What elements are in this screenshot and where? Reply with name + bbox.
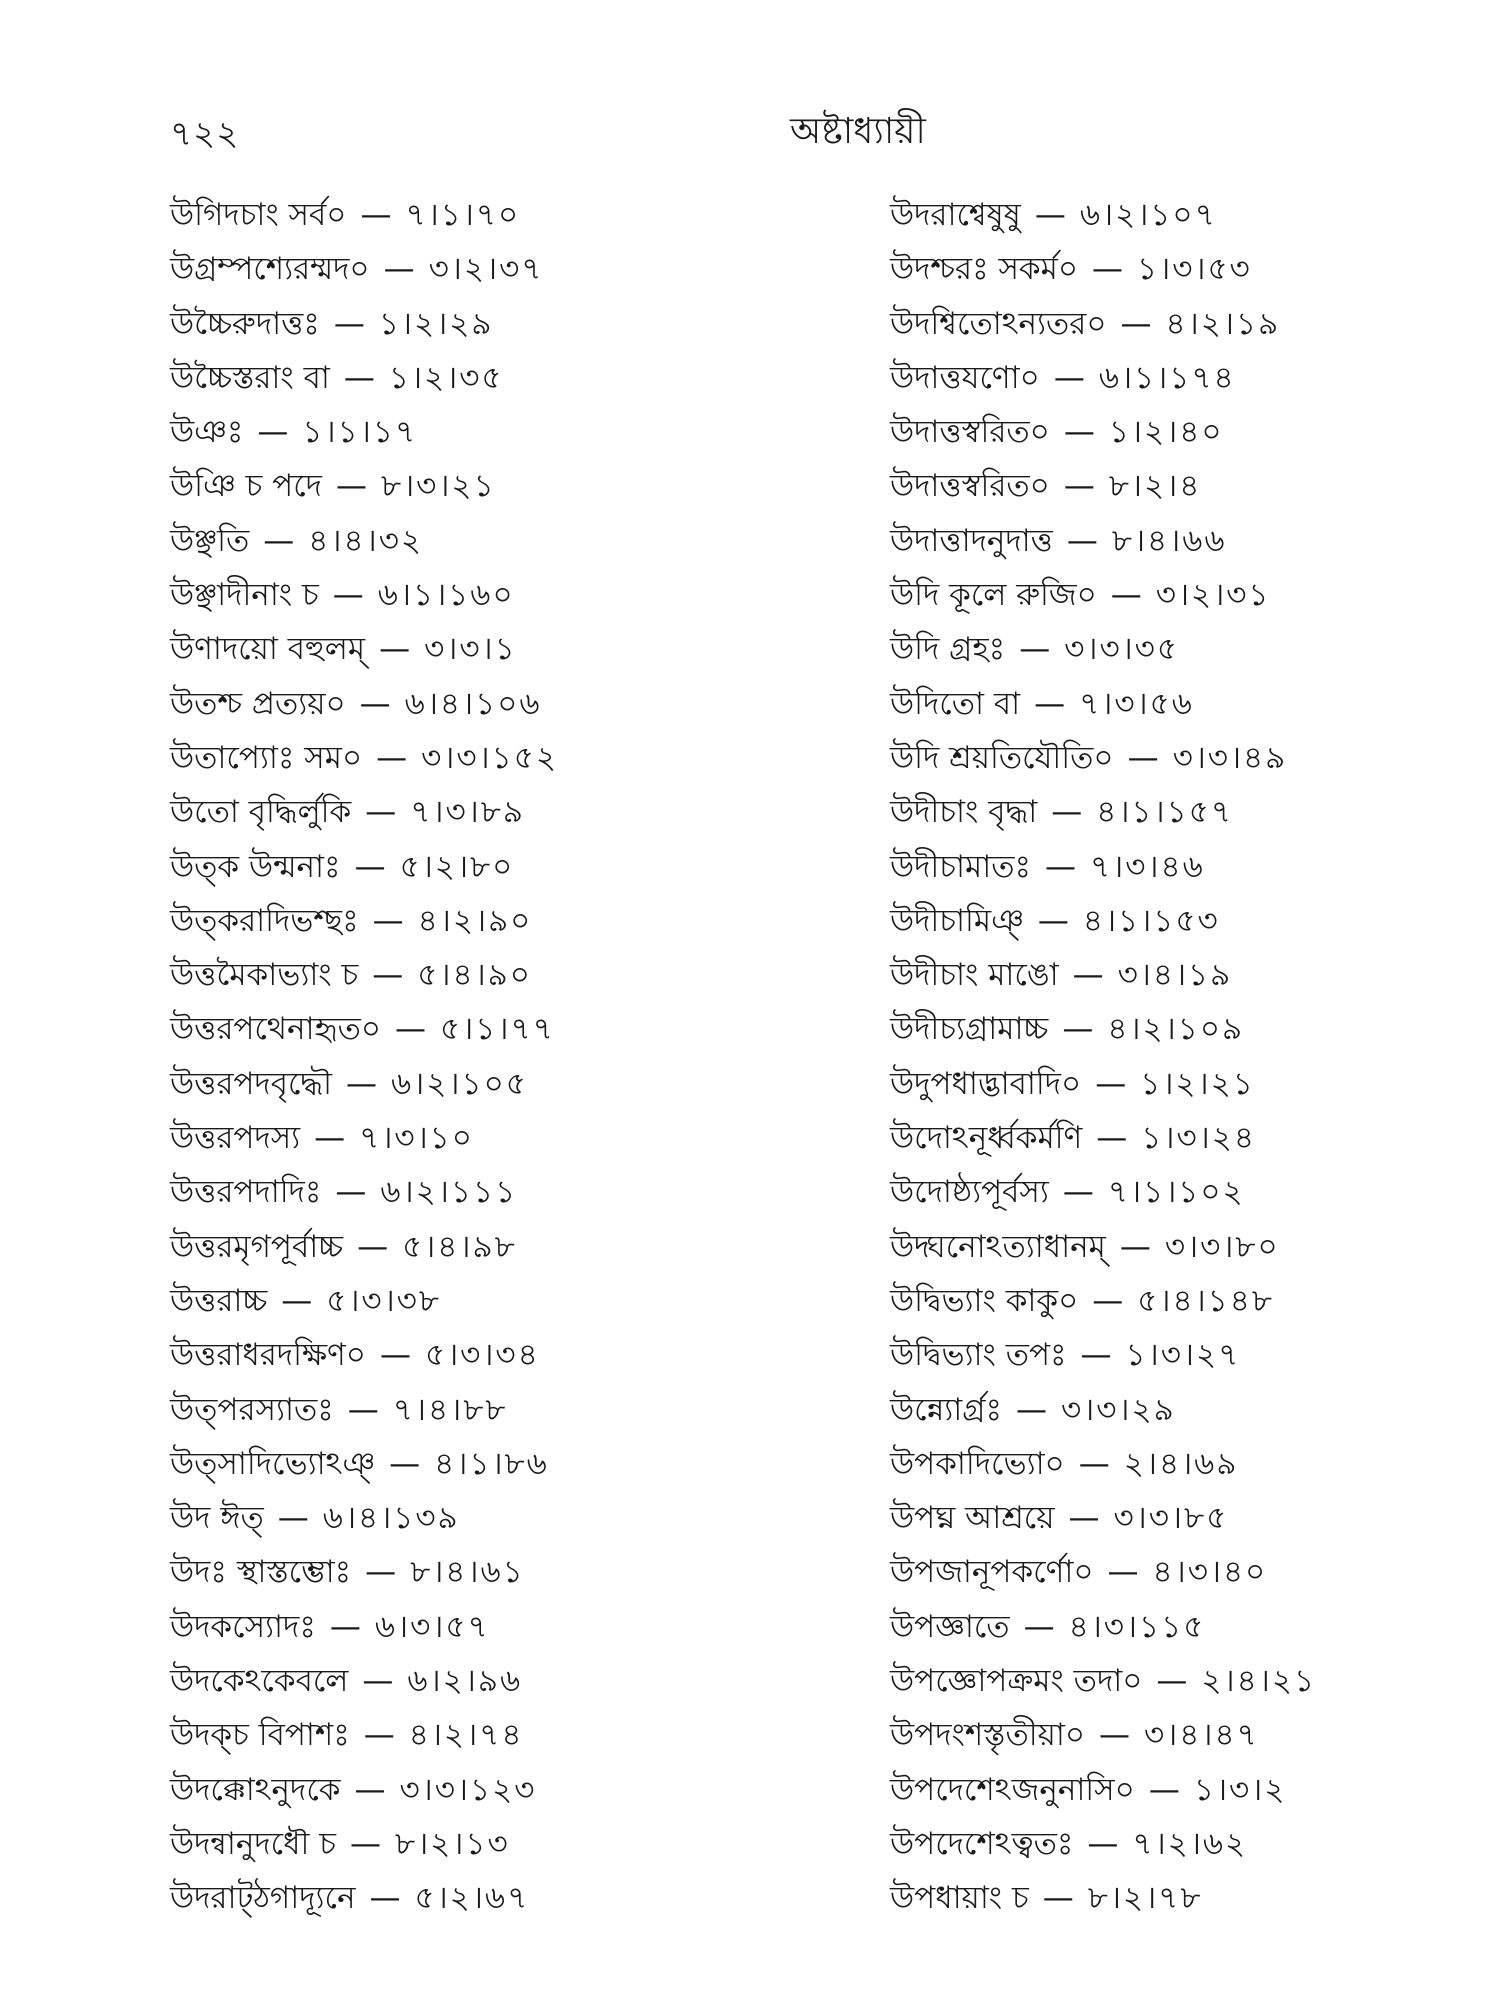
index-entry bbox=[170, 297, 730, 351]
sutra-text: উপজানূপকর্ণো০ bbox=[890, 1554, 1094, 1591]
sutra-text: উদরাশ্বেষুষু bbox=[890, 197, 1021, 233]
sutra-reference: ৬।২।১০৫ bbox=[391, 1065, 528, 1102]
em-dash-separator: — bbox=[1156, 1663, 1188, 1700]
index-entry bbox=[890, 1165, 1410, 1219]
sutra-text: উদ্বিভ্যাং তপঃ bbox=[890, 1337, 1067, 1374]
sutra-text: উঞঃ bbox=[170, 414, 244, 451]
em-dash-separator: — bbox=[1034, 685, 1066, 722]
sutra-text: উদকেঽকেবলে bbox=[170, 1663, 349, 1700]
index-entry bbox=[890, 351, 1410, 405]
sutra-reference: ৩।২।৩১ bbox=[1155, 577, 1271, 614]
sutra-text: উপদেশেঽত্বতঃ bbox=[890, 1825, 1074, 1862]
index-entry bbox=[170, 1057, 730, 1111]
sutra-text: উদরাট্ঠগাদ্যূনে bbox=[170, 1880, 356, 1917]
sutra-reference: ৫।৪।৯৮ bbox=[402, 1228, 517, 1265]
sutra-text: উদাত্তাদনুদাত্ত bbox=[890, 522, 1053, 559]
sutra-text: উদঃ স্থাস্তম্ভোঃ bbox=[170, 1554, 352, 1591]
em-dash-separator: — bbox=[1063, 468, 1095, 505]
index-entry bbox=[890, 297, 1410, 351]
sutra-text: উঞ্ছতি bbox=[170, 522, 250, 559]
sutra-text: উদ ঈত্ bbox=[170, 1500, 264, 1537]
em-dash-separator: — bbox=[379, 631, 411, 668]
em-dash-separator: — bbox=[1120, 305, 1152, 342]
em-dash-separator: — bbox=[1078, 1445, 1110, 1482]
sutra-reference: ১।২।২১ bbox=[1140, 1065, 1255, 1102]
index-entry bbox=[890, 1871, 1410, 1925]
em-dash-separator: — bbox=[354, 1771, 386, 1808]
index-entry bbox=[170, 405, 730, 459]
index-entry bbox=[170, 894, 730, 948]
em-dash-separator: — bbox=[1099, 1717, 1130, 1754]
sutra-reference: ৬।১।১৬০ bbox=[377, 577, 515, 614]
index-entry bbox=[890, 1383, 1410, 1437]
sutra-reference: ৪।২।১৯ bbox=[1165, 305, 1281, 342]
sutra-text: উদাত্তযণো০ bbox=[890, 359, 1040, 396]
em-dash-separator: — bbox=[362, 1663, 394, 1700]
em-dash-separator: — bbox=[383, 251, 415, 288]
em-dash-separator: — bbox=[281, 1282, 313, 1319]
sutra-reference: ৫।৩।৩৪ bbox=[424, 1337, 540, 1374]
sutra-reference: ৪।৩।১১৫ bbox=[1068, 1608, 1206, 1645]
em-dash-separator: — bbox=[1045, 848, 1077, 885]
index-entry bbox=[170, 242, 730, 296]
sutra-reference: ৩।৩।২৯ bbox=[1061, 1391, 1176, 1428]
sutra-text: উত্পরস্যাতঃ bbox=[170, 1391, 334, 1428]
sutra-reference: ৩।৩।১ bbox=[424, 631, 517, 668]
sutra-text: উদাত্তস্বরিত০ bbox=[890, 414, 1050, 451]
sutra-reference: ৮।২।১৩ bbox=[394, 1825, 510, 1862]
em-dash-separator: — bbox=[257, 414, 289, 451]
sutra-text: উচ্চৈরুদাত্তঃ bbox=[170, 305, 320, 342]
em-dash-separator: — bbox=[1096, 1120, 1128, 1157]
sutra-text: উদক্চ বিপাশঃ bbox=[170, 1717, 350, 1754]
sutra-reference: ২।৪।৬৯ bbox=[1123, 1445, 1239, 1482]
index-entry bbox=[890, 405, 1410, 459]
sutra-text: উদ্বিভ্যাং কাকু০ bbox=[890, 1282, 1079, 1319]
index-entry bbox=[890, 1002, 1410, 1056]
sutra-text: উত্সাদিভ্যোঽঞ্ bbox=[170, 1445, 376, 1482]
index-entry bbox=[890, 948, 1410, 1002]
sutra-reference: ১।৩।২৭ bbox=[1125, 1337, 1241, 1374]
em-dash-separator: — bbox=[357, 1228, 389, 1265]
sutra-text: উপদেশেঽজনুনাসি০ bbox=[890, 1771, 1135, 1808]
sutra-reference: ৫।৪।১৪৮ bbox=[1137, 1282, 1275, 1319]
sutra-reference: ৩।৩।৮০ bbox=[1164, 1228, 1280, 1265]
sutra-reference: ১।৩।৫৩ bbox=[1137, 251, 1252, 288]
em-dash-separator: — bbox=[365, 794, 397, 831]
sutra-text: উদি গ্রহঃ bbox=[890, 631, 1006, 668]
em-dash-separator: — bbox=[1053, 359, 1085, 396]
sutra-text: উত্করাদিভশ্ছঃ bbox=[170, 902, 359, 939]
sutra-text: উতশ্চ প্রত্যয়০ bbox=[170, 685, 346, 722]
sutra-text: উদীচামাতঃ bbox=[890, 848, 1032, 885]
em-dash-separator: — bbox=[333, 305, 365, 342]
sutra-reference: ৫।২।৬৭ bbox=[414, 1880, 530, 1917]
sutra-reference: ৩।৩।৩৫ bbox=[1064, 631, 1179, 668]
sutra-text: উদি কূলে রুজি০ bbox=[890, 577, 1097, 614]
sutra-reference: ৫।১।৭৭ bbox=[440, 1011, 555, 1048]
index-entry bbox=[890, 1437, 1410, 1491]
index-entry bbox=[890, 1708, 1410, 1762]
sutra-text: উদীচ্যগ্রামাচ্চ bbox=[890, 1011, 1049, 1048]
sutra-text: উদি শ্রয়তিযৌতি০ bbox=[890, 739, 1114, 776]
sutra-reference: ১।৩।২ bbox=[1193, 1771, 1287, 1808]
index-entry bbox=[890, 1817, 1410, 1871]
em-dash-separator: — bbox=[363, 1717, 395, 1754]
sutra-text: উত্ক উন্মনাঃ bbox=[170, 848, 341, 885]
sutra-text: উপজ্ঞাতে bbox=[890, 1608, 1010, 1645]
sutra-text: উদোঽনূর্ধ্বকর্মণি bbox=[890, 1120, 1083, 1157]
index-entry bbox=[170, 1871, 730, 1925]
index-entry bbox=[170, 1274, 730, 1328]
sutra-text: উত্তরপদাদিঃ bbox=[170, 1174, 322, 1211]
em-dash-separator: — bbox=[1068, 1500, 1100, 1537]
index-entry bbox=[170, 1600, 730, 1654]
em-dash-separator: — bbox=[1019, 631, 1051, 668]
em-dash-separator: — bbox=[372, 957, 404, 994]
sutra-reference: ১।২।৪০ bbox=[1108, 414, 1224, 451]
sutra-reference: ৭।১।৭০ bbox=[405, 197, 521, 233]
index-entry bbox=[170, 840, 730, 894]
em-dash-separator: — bbox=[376, 739, 408, 776]
sutra-reference: ৪।২।১০৯ bbox=[1107, 1011, 1245, 1048]
em-dash-separator: — bbox=[379, 1337, 411, 1374]
index-entry bbox=[170, 1545, 730, 1599]
sutra-text: উপধায়াং চ bbox=[890, 1880, 1029, 1917]
sutra-text: উত্তরমৃগপূর্বাচ্চ bbox=[170, 1228, 344, 1265]
sutra-text: উচ্চৈস্তরাং বা bbox=[170, 359, 330, 396]
index-entry bbox=[170, 1654, 730, 1708]
sutra-reference: ৭।৩।১০ bbox=[359, 1120, 474, 1157]
index-entry bbox=[170, 622, 730, 676]
sutra-text: উপকাদিভ্যো০ bbox=[890, 1445, 1065, 1482]
index-entry bbox=[170, 568, 730, 622]
em-dash-separator: — bbox=[1092, 251, 1123, 288]
index-entry bbox=[170, 1708, 730, 1762]
sutra-reference: ৬।২।৯৬ bbox=[407, 1663, 523, 1700]
sutra-reference: ১।২।২৯ bbox=[378, 305, 494, 342]
sutra-reference: ৪।৪।৩২ bbox=[308, 522, 424, 559]
index-entry bbox=[890, 188, 1410, 242]
em-dash-separator: — bbox=[1062, 1174, 1094, 1211]
sutra-text: উদাত্তস্বরিত০ bbox=[890, 468, 1050, 505]
index-entry bbox=[890, 1491, 1410, 1545]
sutra-reference: ২।৪।২১ bbox=[1201, 1663, 1317, 1700]
sutra-reference: ৮।৪।৬৬ bbox=[1111, 522, 1227, 559]
sutra-text: উঞি চ পদে bbox=[170, 468, 322, 505]
em-dash-separator: — bbox=[360, 197, 392, 233]
em-dash-separator: — bbox=[1023, 1608, 1055, 1645]
sutra-text: উত্তরাচ্চ bbox=[170, 1282, 268, 1319]
sutra-reference: ৩।৩।৮৫ bbox=[1113, 1500, 1229, 1537]
sutra-reference: ৩।৩।১২৩ bbox=[399, 1771, 537, 1808]
index-entry bbox=[890, 1545, 1410, 1599]
index-entry bbox=[170, 785, 730, 839]
em-dash-separator: — bbox=[1092, 1282, 1124, 1319]
em-dash-separator: — bbox=[335, 1174, 367, 1211]
index-entry bbox=[170, 1491, 730, 1545]
sutra-reference: ৫।৩।৩৮ bbox=[326, 1282, 441, 1319]
index-entry bbox=[170, 188, 730, 242]
em-dash-separator: — bbox=[347, 1391, 379, 1428]
sutra-text: উদীচামিঞ্ bbox=[890, 902, 1024, 939]
em-dash-separator: — bbox=[1042, 1880, 1074, 1917]
em-dash-separator: — bbox=[1034, 197, 1066, 233]
index-entry bbox=[890, 1274, 1410, 1328]
sutra-reference: ১।৩।২৪ bbox=[1141, 1120, 1257, 1157]
sutra-reference: ৮।২।৭৮ bbox=[1087, 1880, 1203, 1917]
running-title: অষ্টাধ্যায়ী bbox=[790, 111, 926, 152]
sutra-reference: ৪।১।৮৬ bbox=[434, 1445, 549, 1482]
em-dash-separator: — bbox=[1051, 794, 1083, 831]
em-dash-separator: — bbox=[1062, 1011, 1094, 1048]
em-dash-separator: — bbox=[332, 577, 364, 614]
right-index-column bbox=[890, 188, 1410, 1926]
sutra-text: উদিতো বা bbox=[890, 685, 1021, 722]
sutra-reference: ৬।২।১১১ bbox=[380, 1174, 518, 1211]
sutra-text: উগিদচাং সর্ব০ bbox=[170, 197, 347, 233]
index-entry bbox=[890, 894, 1410, 948]
em-dash-separator: — bbox=[329, 1608, 361, 1645]
sutra-text: উদুপধাদ্ভাবাদি০ bbox=[890, 1065, 1082, 1102]
em-dash-separator: — bbox=[1127, 739, 1159, 776]
em-dash-separator: — bbox=[1072, 957, 1104, 994]
sutra-reference: ৪।২।৯০ bbox=[417, 902, 533, 939]
sutra-text: উত্তরাধরদক্ষিণ০ bbox=[170, 1337, 366, 1374]
index-entry bbox=[890, 459, 1410, 513]
em-dash-separator: — bbox=[359, 685, 391, 722]
index-entry bbox=[890, 1654, 1410, 1708]
index-entry bbox=[170, 677, 730, 731]
sutra-reference: ৩।২।৩৭ bbox=[428, 251, 544, 288]
sutra-text: উতাপ্যোঃ সম০ bbox=[170, 739, 363, 776]
em-dash-separator: — bbox=[1066, 522, 1098, 559]
index-entry bbox=[890, 731, 1410, 785]
index-entry bbox=[170, 514, 730, 568]
index-entry bbox=[890, 1220, 1410, 1274]
index-entry bbox=[170, 1111, 730, 1165]
em-dash-separator: — bbox=[365, 1554, 397, 1591]
sutra-reference: ৬।৪।১০৬ bbox=[404, 685, 542, 722]
em-dash-separator: — bbox=[314, 1120, 346, 1157]
sutra-text: উদন্বানুদধৌ চ bbox=[170, 1825, 336, 1862]
sutra-text: উদশ্চরঃ সকর্ম০ bbox=[890, 251, 1078, 288]
sutra-reference: ৭।৩।৮৯ bbox=[410, 794, 525, 831]
em-dash-separator: — bbox=[369, 1880, 401, 1917]
em-dash-separator: — bbox=[1107, 1554, 1139, 1591]
index-entry bbox=[170, 731, 730, 785]
sutra-text: উদকস্যোদঃ bbox=[170, 1608, 316, 1645]
sutra-reference: ৭।৩।৫৬ bbox=[1079, 685, 1194, 722]
em-dash-separator: — bbox=[263, 522, 295, 559]
index-entry bbox=[170, 1328, 730, 1382]
sutra-reference: ৮।৪।৬১ bbox=[410, 1554, 525, 1591]
index-entry bbox=[890, 622, 1410, 676]
sutra-reference: ৪।৩।৪০ bbox=[1152, 1554, 1268, 1591]
sutra-reference: ৭।৪।৮৮ bbox=[392, 1391, 508, 1428]
sutra-reference: ৫।২।৮০ bbox=[399, 848, 515, 885]
index-entry bbox=[890, 677, 1410, 731]
sutra-text: উদীচাং বৃদ্ধা bbox=[890, 794, 1038, 831]
sutra-reference: ৭।৩।৪৬ bbox=[1090, 848, 1205, 885]
sutra-reference: ৩।৩।১৫২ bbox=[421, 739, 558, 776]
index-entry bbox=[890, 1111, 1410, 1165]
em-dash-separator: — bbox=[389, 1445, 421, 1482]
em-dash-separator: — bbox=[349, 1825, 381, 1862]
index-entry bbox=[170, 1817, 730, 1871]
index-entry bbox=[170, 1165, 730, 1219]
sutra-reference: ৬।২।১০৭ bbox=[1079, 197, 1217, 233]
sutra-reference: ৬।১।১৭৪ bbox=[1098, 359, 1236, 396]
sutra-text: উদক্কোঽনুদকে bbox=[170, 1771, 341, 1808]
em-dash-separator: — bbox=[1080, 1337, 1112, 1374]
index-entry bbox=[890, 1600, 1410, 1654]
index-entry bbox=[890, 1328, 1410, 1382]
sutra-reference: ৮।৩।২১ bbox=[380, 468, 496, 505]
sutra-text: উদীচাং মাঙো bbox=[890, 957, 1059, 994]
sutra-text: উপদংশস্তৃতীয়া০ bbox=[890, 1717, 1085, 1754]
sutra-text: উত্তরপদস্য bbox=[170, 1120, 301, 1157]
sutra-text: উন্ন্যোর্গ্রঃ bbox=[890, 1391, 1003, 1428]
index-entry bbox=[170, 1763, 730, 1817]
sutra-reference: ৩।৪।৪৭ bbox=[1144, 1717, 1259, 1754]
sutra-text: উদোষ্ঠ্যপূর্বস্য bbox=[890, 1174, 1049, 1211]
sutra-reference: ৩।৩।৪৯ bbox=[1172, 739, 1288, 776]
index-entry bbox=[170, 1002, 730, 1056]
sutra-text: উঞ্ছাদীনাং চ bbox=[170, 577, 319, 614]
sutra-reference: ৩।৪।১৯ bbox=[1117, 957, 1233, 994]
sutra-reference: ৬।৩।৫৭ bbox=[374, 1608, 490, 1645]
index-entry bbox=[170, 1220, 730, 1274]
left-index-column bbox=[170, 188, 730, 1926]
sutra-text: উত্তরপথেনাহৃত০ bbox=[170, 1011, 382, 1048]
index-entry bbox=[890, 514, 1410, 568]
em-dash-separator: — bbox=[1148, 1771, 1180, 1808]
sutra-text: উপজ্ঞোপক্রমং তদা০ bbox=[890, 1663, 1143, 1700]
sutra-reference: ১।২।৩৫ bbox=[388, 359, 504, 396]
em-dash-separator: — bbox=[1119, 1228, 1151, 1265]
sutra-text: উগ্রম্পশ্যেরম্মদ০ bbox=[170, 251, 370, 288]
em-dash-separator: — bbox=[335, 468, 367, 505]
index-entry bbox=[170, 948, 730, 1002]
sutra-reference: ৫।৪।৯০ bbox=[417, 957, 532, 994]
index-entry bbox=[890, 785, 1410, 839]
em-dash-separator: — bbox=[1016, 1391, 1048, 1428]
em-dash-separator: — bbox=[1087, 1825, 1119, 1862]
sutra-reference: ৭।২।৬২ bbox=[1132, 1825, 1248, 1862]
index-entry bbox=[890, 568, 1410, 622]
sutra-reference: ৬।৪।১৩৯ bbox=[322, 1500, 460, 1537]
sutra-text: উণাদয়ো বহুলম্ bbox=[170, 631, 366, 668]
index-entry bbox=[890, 242, 1410, 296]
index-entry bbox=[170, 459, 730, 513]
sutra-text: উদশ্বিতোঽন্যতর০ bbox=[890, 305, 1107, 342]
sutra-text: উত্তরপদবৃদ্ধৌ bbox=[170, 1065, 333, 1102]
sutra-text: উতো বৃদ্ধির্লুকি bbox=[170, 794, 352, 831]
page-number: ৭২২ bbox=[170, 114, 240, 154]
index-entry bbox=[170, 351, 730, 405]
sutra-reference: ৭।১।১০২ bbox=[1107, 1174, 1245, 1211]
em-dash-separator: — bbox=[346, 1065, 378, 1102]
em-dash-separator: — bbox=[343, 359, 375, 396]
em-dash-separator: — bbox=[395, 1011, 427, 1048]
em-dash-separator: — bbox=[1037, 902, 1069, 939]
em-dash-separator: — bbox=[354, 848, 386, 885]
em-dash-separator: — bbox=[1095, 1065, 1127, 1102]
index-entry bbox=[170, 1383, 730, 1437]
sutra-reference: ১।১।১৭ bbox=[302, 414, 418, 451]
em-dash-separator: — bbox=[372, 902, 404, 939]
index-entry bbox=[890, 1763, 1410, 1817]
sutra-text: উদ্ঘনোঽত্যাধানম্ bbox=[890, 1228, 1106, 1265]
em-dash-separator: — bbox=[277, 1500, 309, 1537]
sutra-text: উপঘ্ন আশ্রয়ে bbox=[890, 1500, 1055, 1537]
em-dash-separator: — bbox=[1063, 414, 1095, 451]
em-dash-separator: — bbox=[1110, 577, 1142, 614]
sutra-reference: ৮।২।৪ bbox=[1108, 468, 1202, 505]
sutra-reference: ৪।২।৭৪ bbox=[408, 1717, 524, 1754]
index-entry bbox=[170, 1437, 730, 1491]
sutra-reference: ৪।১।১৫৩ bbox=[1082, 902, 1220, 939]
index-entry bbox=[890, 840, 1410, 894]
sutra-text: উত্তমৈকাভ্যাং চ bbox=[170, 957, 359, 994]
index-entry bbox=[890, 1057, 1410, 1111]
sutra-reference: ৪।১।১৫৭ bbox=[1096, 794, 1233, 831]
